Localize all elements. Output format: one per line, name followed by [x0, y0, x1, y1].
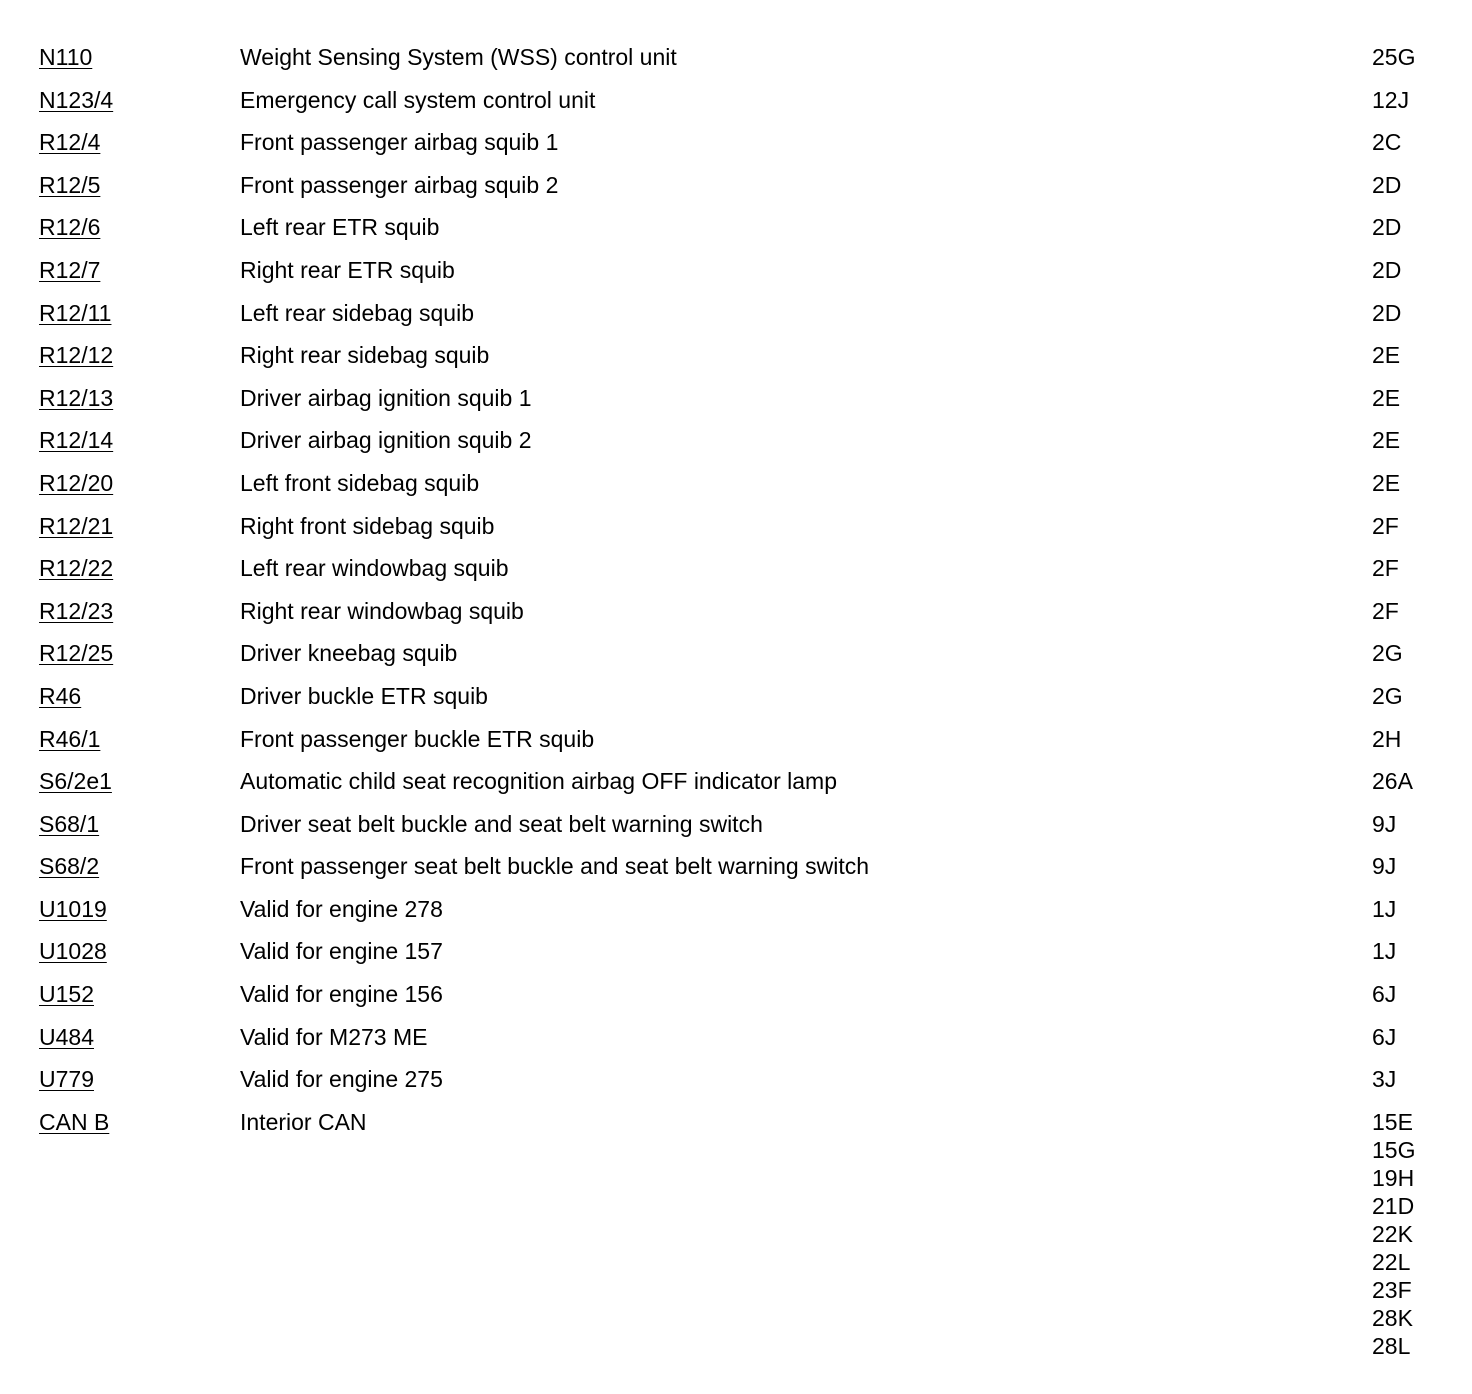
legend-row [0, 810, 1472, 853]
grid-location: 2D [1372, 214, 1402, 241]
component-description: Left rear ETR squib [240, 214, 440, 241]
grid-location-list [1372, 639, 1403, 667]
grid-location-list [1372, 1065, 1396, 1093]
component-description: Right rear ETR squib [240, 256, 455, 283]
grid-location-list [1372, 895, 1396, 923]
component-description: Valid for engine 275 [240, 1066, 443, 1093]
grid-location: 1J [1372, 895, 1397, 922]
grid-location: 1J [1372, 938, 1397, 965]
legend-row [0, 725, 1472, 768]
grid-location: 3J [1372, 1066, 1397, 1093]
legend-row [0, 171, 1472, 214]
component-description: Front passenger airbag squib 2 [240, 171, 559, 198]
grid-location: 23F [1372, 1276, 1412, 1303]
component-code-link[interactable]: U779 [39, 1066, 94, 1093]
legend-row [0, 43, 1472, 86]
grid-location-list [1372, 554, 1399, 582]
legend-row [0, 895, 1472, 938]
grid-location: 19H [1372, 1164, 1415, 1191]
component-code-link[interactable]: N123/4 [39, 86, 114, 113]
grid-location: 21D [1372, 1192, 1415, 1219]
legend-row [0, 512, 1472, 555]
component-code-link[interactable]: R12/5 [39, 171, 101, 198]
component-description: Front passenger buckle ETR squib [240, 725, 595, 752]
component-code-link[interactable]: U484 [39, 1023, 94, 1050]
component-description: Valid for engine 157 [240, 938, 443, 965]
component-code-link[interactable]: R12/20 [39, 469, 114, 496]
component-code-link[interactable]: CAN B [39, 1108, 110, 1135]
component-code-link[interactable]: R12/21 [39, 512, 114, 539]
component-code-link[interactable]: R12/14 [39, 427, 114, 454]
component-description: Left rear windowbag squib [240, 555, 509, 582]
grid-location: 9J [1372, 853, 1397, 880]
legend-row [0, 682, 1472, 725]
grid-location: 2E [1372, 384, 1401, 411]
grid-location: 28K [1372, 1304, 1413, 1331]
grid-location-list [1372, 299, 1401, 327]
grid-location: 15G [1372, 1136, 1416, 1163]
grid-location: 2G [1372, 640, 1403, 667]
component-code-link[interactable]: R12/4 [39, 129, 101, 156]
grid-location-list [1372, 1023, 1396, 1051]
grid-location-list [1372, 597, 1399, 625]
legend-row [0, 256, 1472, 299]
legend-row [0, 937, 1472, 980]
legend-row [0, 1108, 1472, 1359]
grid-location: 22L [1372, 1248, 1411, 1275]
grid-location: 2H [1372, 725, 1402, 752]
grid-location-list [1372, 426, 1400, 454]
grid-location-list [1372, 937, 1396, 965]
grid-location: 6J [1372, 981, 1397, 1008]
grid-location: 2E [1372, 469, 1401, 496]
grid-location: 28L [1372, 1332, 1411, 1359]
grid-location: 2D [1372, 256, 1402, 283]
component-description: Valid for engine 156 [240, 981, 443, 1008]
grid-location: 25G [1372, 44, 1416, 70]
component-code-link[interactable]: U1019 [39, 895, 107, 922]
grid-location-list [1372, 980, 1396, 1008]
grid-location-list [1372, 213, 1401, 241]
component-description: Driver kneebag squib [240, 640, 458, 667]
component-legend-table [0, 43, 1472, 1359]
component-code-link[interactable]: R12/6 [39, 214, 101, 241]
legend-row [0, 597, 1472, 640]
component-code-link[interactable]: R46 [39, 682, 82, 709]
component-description: Driver buckle ETR squib [240, 682, 488, 709]
component-description: Interior CAN [240, 1108, 367, 1135]
legend-row [0, 426, 1472, 469]
legend-row [0, 1023, 1472, 1066]
grid-location-list [1372, 512, 1399, 540]
grid-location: 2F [1372, 597, 1399, 624]
component-code-link[interactable]: S68/2 [39, 853, 100, 880]
grid-location: 2C [1372, 129, 1402, 156]
grid-location-list [1372, 256, 1401, 284]
grid-location: 2G [1372, 682, 1403, 709]
legend-row [0, 384, 1472, 427]
grid-location: 2E [1372, 427, 1401, 454]
component-description: Right rear windowbag squib [240, 597, 524, 624]
component-code-link[interactable]: N110 [39, 44, 93, 70]
component-description: Right rear sidebag squib [240, 342, 490, 369]
component-description: Valid for engine 278 [240, 895, 443, 922]
legend-row [0, 299, 1472, 342]
grid-location-list [1372, 682, 1403, 710]
grid-location-list [1372, 171, 1401, 199]
component-code-link[interactable]: R12/23 [39, 597, 114, 624]
legend-row [0, 639, 1472, 682]
grid-location: 12J [1372, 86, 1410, 113]
grid-location-list [1372, 128, 1401, 156]
legend-row [0, 341, 1472, 384]
grid-location: 22K [1372, 1220, 1413, 1247]
legend-row [0, 767, 1472, 810]
component-code-link[interactable]: R12/22 [39, 555, 114, 582]
grid-location-list [1372, 43, 1415, 71]
grid-location: 15E [1372, 1108, 1413, 1135]
grid-location: 2D [1372, 171, 1402, 198]
component-description: Emergency call system control unit [240, 86, 596, 113]
component-description: Right front sidebag squib [240, 512, 495, 539]
legend-row [0, 213, 1472, 256]
grid-location-list [1372, 86, 1409, 114]
component-code-link[interactable]: R12/12 [39, 342, 114, 369]
grid-location: 2E [1372, 342, 1401, 369]
component-description: Left front sidebag squib [240, 469, 480, 496]
component-code-link[interactable]: R46/1 [39, 725, 101, 752]
legend-row [0, 86, 1472, 129]
component-code-link[interactable]: U1028 [39, 938, 107, 965]
grid-location-list [1372, 1108, 1415, 1360]
component-code-link[interactable]: R12/7 [39, 256, 101, 283]
legend-row [0, 554, 1472, 597]
grid-location-list [1372, 852, 1396, 880]
grid-location-list [1372, 384, 1400, 412]
component-code-link[interactable]: R12/11 [39, 299, 112, 326]
grid-location-list [1372, 767, 1413, 795]
grid-location: 2D [1372, 299, 1402, 326]
grid-location-list [1372, 810, 1396, 838]
legend-row [0, 980, 1472, 1023]
legend-row [0, 1065, 1472, 1108]
component-code-link[interactable]: R12/13 [39, 384, 114, 411]
component-description: Driver seat belt buckle and seat belt warning switch [240, 810, 763, 837]
component-code-link[interactable]: S6/2e1 [39, 768, 112, 795]
component-description: Front passenger airbag squib 1 [240, 129, 559, 156]
grid-location: 2F [1372, 512, 1399, 539]
component-code-link[interactable]: R12/25 [39, 640, 114, 667]
component-description: Weight Sensing System (WSS) control unit [240, 44, 677, 70]
component-description: Valid for M273 ME [240, 1023, 428, 1050]
component-description: Front passenger seat belt buckle and seat belt warning switch [240, 853, 870, 880]
legend-row [0, 852, 1472, 895]
grid-location-list [1372, 725, 1401, 753]
component-description: Driver airbag ignition squib 1 [240, 384, 532, 411]
grid-location: 26A [1372, 768, 1413, 795]
component-code-link[interactable]: U152 [39, 981, 94, 1008]
component-description: Left rear sidebag squib [240, 299, 474, 326]
grid-location-list [1372, 469, 1400, 497]
grid-location: 6J [1372, 1023, 1397, 1050]
component-description: Automatic child seat recognition airbag OFF indicator lamp [240, 768, 838, 795]
component-description: Driver airbag ignition squib 2 [240, 427, 532, 454]
grid-location: 2F [1372, 555, 1399, 582]
grid-location: 9J [1372, 810, 1397, 837]
legend-row [0, 469, 1472, 512]
component-code-link[interactable]: S68/1 [39, 810, 100, 837]
legend-row [0, 128, 1472, 171]
grid-location-list [1372, 341, 1400, 369]
